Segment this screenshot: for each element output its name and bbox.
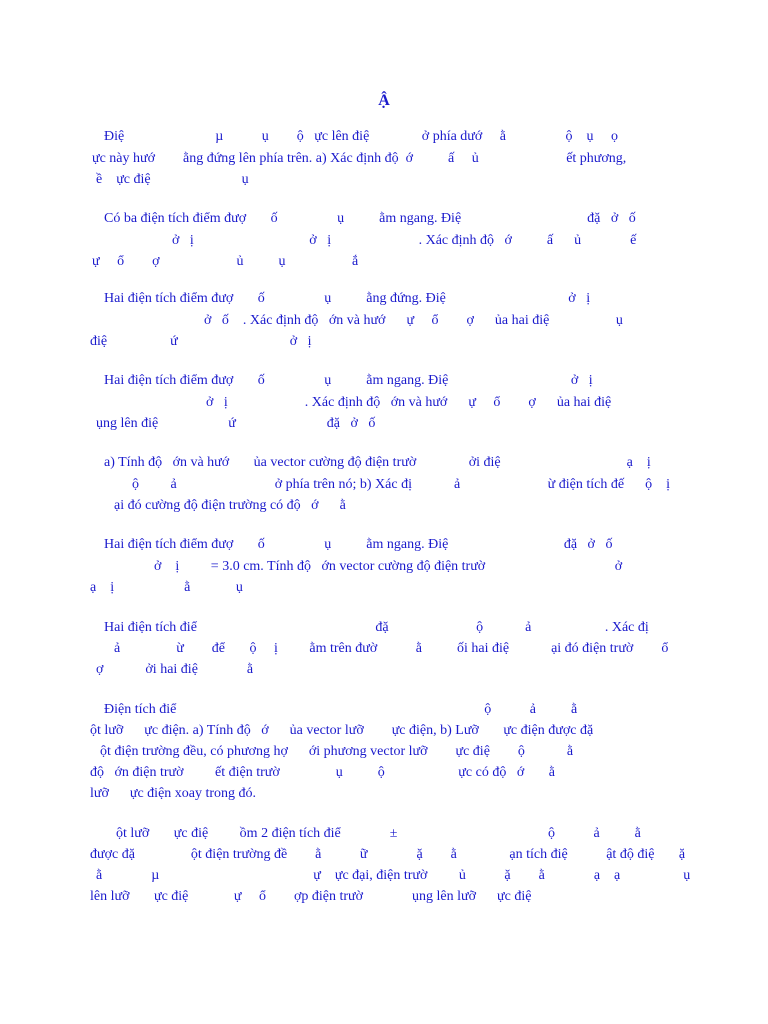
paragraph-2-line-3: ự ổ ợ ủ ụ ắ xyxy=(92,254,359,269)
paragraph-4-line-3: ụng lên điệ ứ đặ ở ố xyxy=(96,416,376,431)
document-heading: Ậ xyxy=(378,92,390,109)
paragraph-9-line-1: ột lưỡ ực điệ ồm 2 điện tích điể ± ộ ả ằ xyxy=(116,826,641,841)
paragraph-6-line-3: ạ ị ằ ụ xyxy=(90,580,243,595)
paragraph-2-line-1: Có ba điện tích điểm đượ ố ụ ằm ngang. Điệ đặ ở ố xyxy=(104,211,636,226)
paragraph-3-line-1: Hai điện tích điểm đượ ố ụ ằng đứng. Điệ ở ị xyxy=(104,291,591,306)
paragraph-3-line-3: điệ ứ ở ị xyxy=(90,334,312,349)
paragraph-3-line-2: ở ố . Xác định độ ớn và hướ ự ổ ợ ủa hai điệ ụ xyxy=(204,313,623,328)
paragraph-1-line-3: ề ực điệ ụ xyxy=(96,172,249,187)
paragraph-6-line-1: Hai điện tích điểm đượ ố ụ ằm ngang. Điệ đặ ở ố xyxy=(104,537,613,552)
paragraph-5-line-1: a) Tính độ ớn và hướ ủa vector cường độ điện trườ ởi điệ ạ ị xyxy=(104,455,651,470)
paragraph-5-line-2: ộ ả ở phía trên nó; b) Xác đị ả ừ điện tích đế ộ ị xyxy=(132,477,670,492)
paragraph-9-line-4: lên lưỡ ực điệ ự ổ ợp điện trườ ụng lên lưỡ ực điệ xyxy=(90,889,532,904)
paragraph-7-line-1: Hai điện tích điể đặ ộ ả . Xác đị xyxy=(104,620,649,635)
paragraph-2-line-2: ở ị ở ị . Xác định độ ớ ấ ủ ế xyxy=(172,233,637,248)
paragraph-8-line-3: ột điện trường đều, có phương hợ ới phương vector lưỡ ực điệ ộ ằ xyxy=(100,744,574,759)
paragraph-8-line-2: ột lưỡ ực điện. a) Tính độ ớ ủa vector lưỡ ực điện, b) Lưỡ ực điện được đặ xyxy=(90,723,594,738)
paragraph-5-line-3: ại đó cường độ điện trường có độ ớ ằ xyxy=(114,498,346,513)
paragraph-1-line-2: ực này hướ ằng đứng lên phía trên. a) Xác định độ ớ ấ ủ ết phương, xyxy=(92,151,627,166)
paragraph-9-line-2: được đặ ột điện trường đề ằ ữ ặ ằ ạn tích điệ ật độ điệ ặ xyxy=(90,847,686,862)
paragraph-8-line-5: lưỡ ực điện xoay trong đó. xyxy=(90,786,257,801)
paragraph-8-line-1: Điện tích điể ộ ả ằ xyxy=(104,702,578,717)
paragraph-6-line-2: ở ị = 3.0 cm. Tính độ ớn vector cường độ điện trườ ở xyxy=(154,559,623,574)
paragraph-1-line-1: Điệ µ ụ ộ ực lên điệ ở phía dướ ằ ộ ụ ọ xyxy=(104,129,619,144)
paragraph-8-line-4: độ ớn điện trườ ết điện trườ ụ ộ ực có độ ớ ằ xyxy=(90,765,555,780)
paragraph-4-line-1: Hai điện tích điểm đượ ố ụ ằm ngang. Điệ ở ị xyxy=(104,373,593,388)
paragraph-4-line-2: ở ị . Xác định độ ớn và hướ ự ổ ợ ủa hai điệ xyxy=(206,395,612,410)
paragraph-7-line-3: ợ ởi hai điệ ằ xyxy=(96,662,254,677)
paragraph-7-line-2: ả ừ để ộ ị ằm trên đườ ằ ối hai điệ ại đó điện trườ ổ xyxy=(114,641,669,656)
paragraph-9-line-3: ằ µ ự ực đại, điện trườ ủ ặ ằ ạ ạ ụ xyxy=(96,868,691,883)
